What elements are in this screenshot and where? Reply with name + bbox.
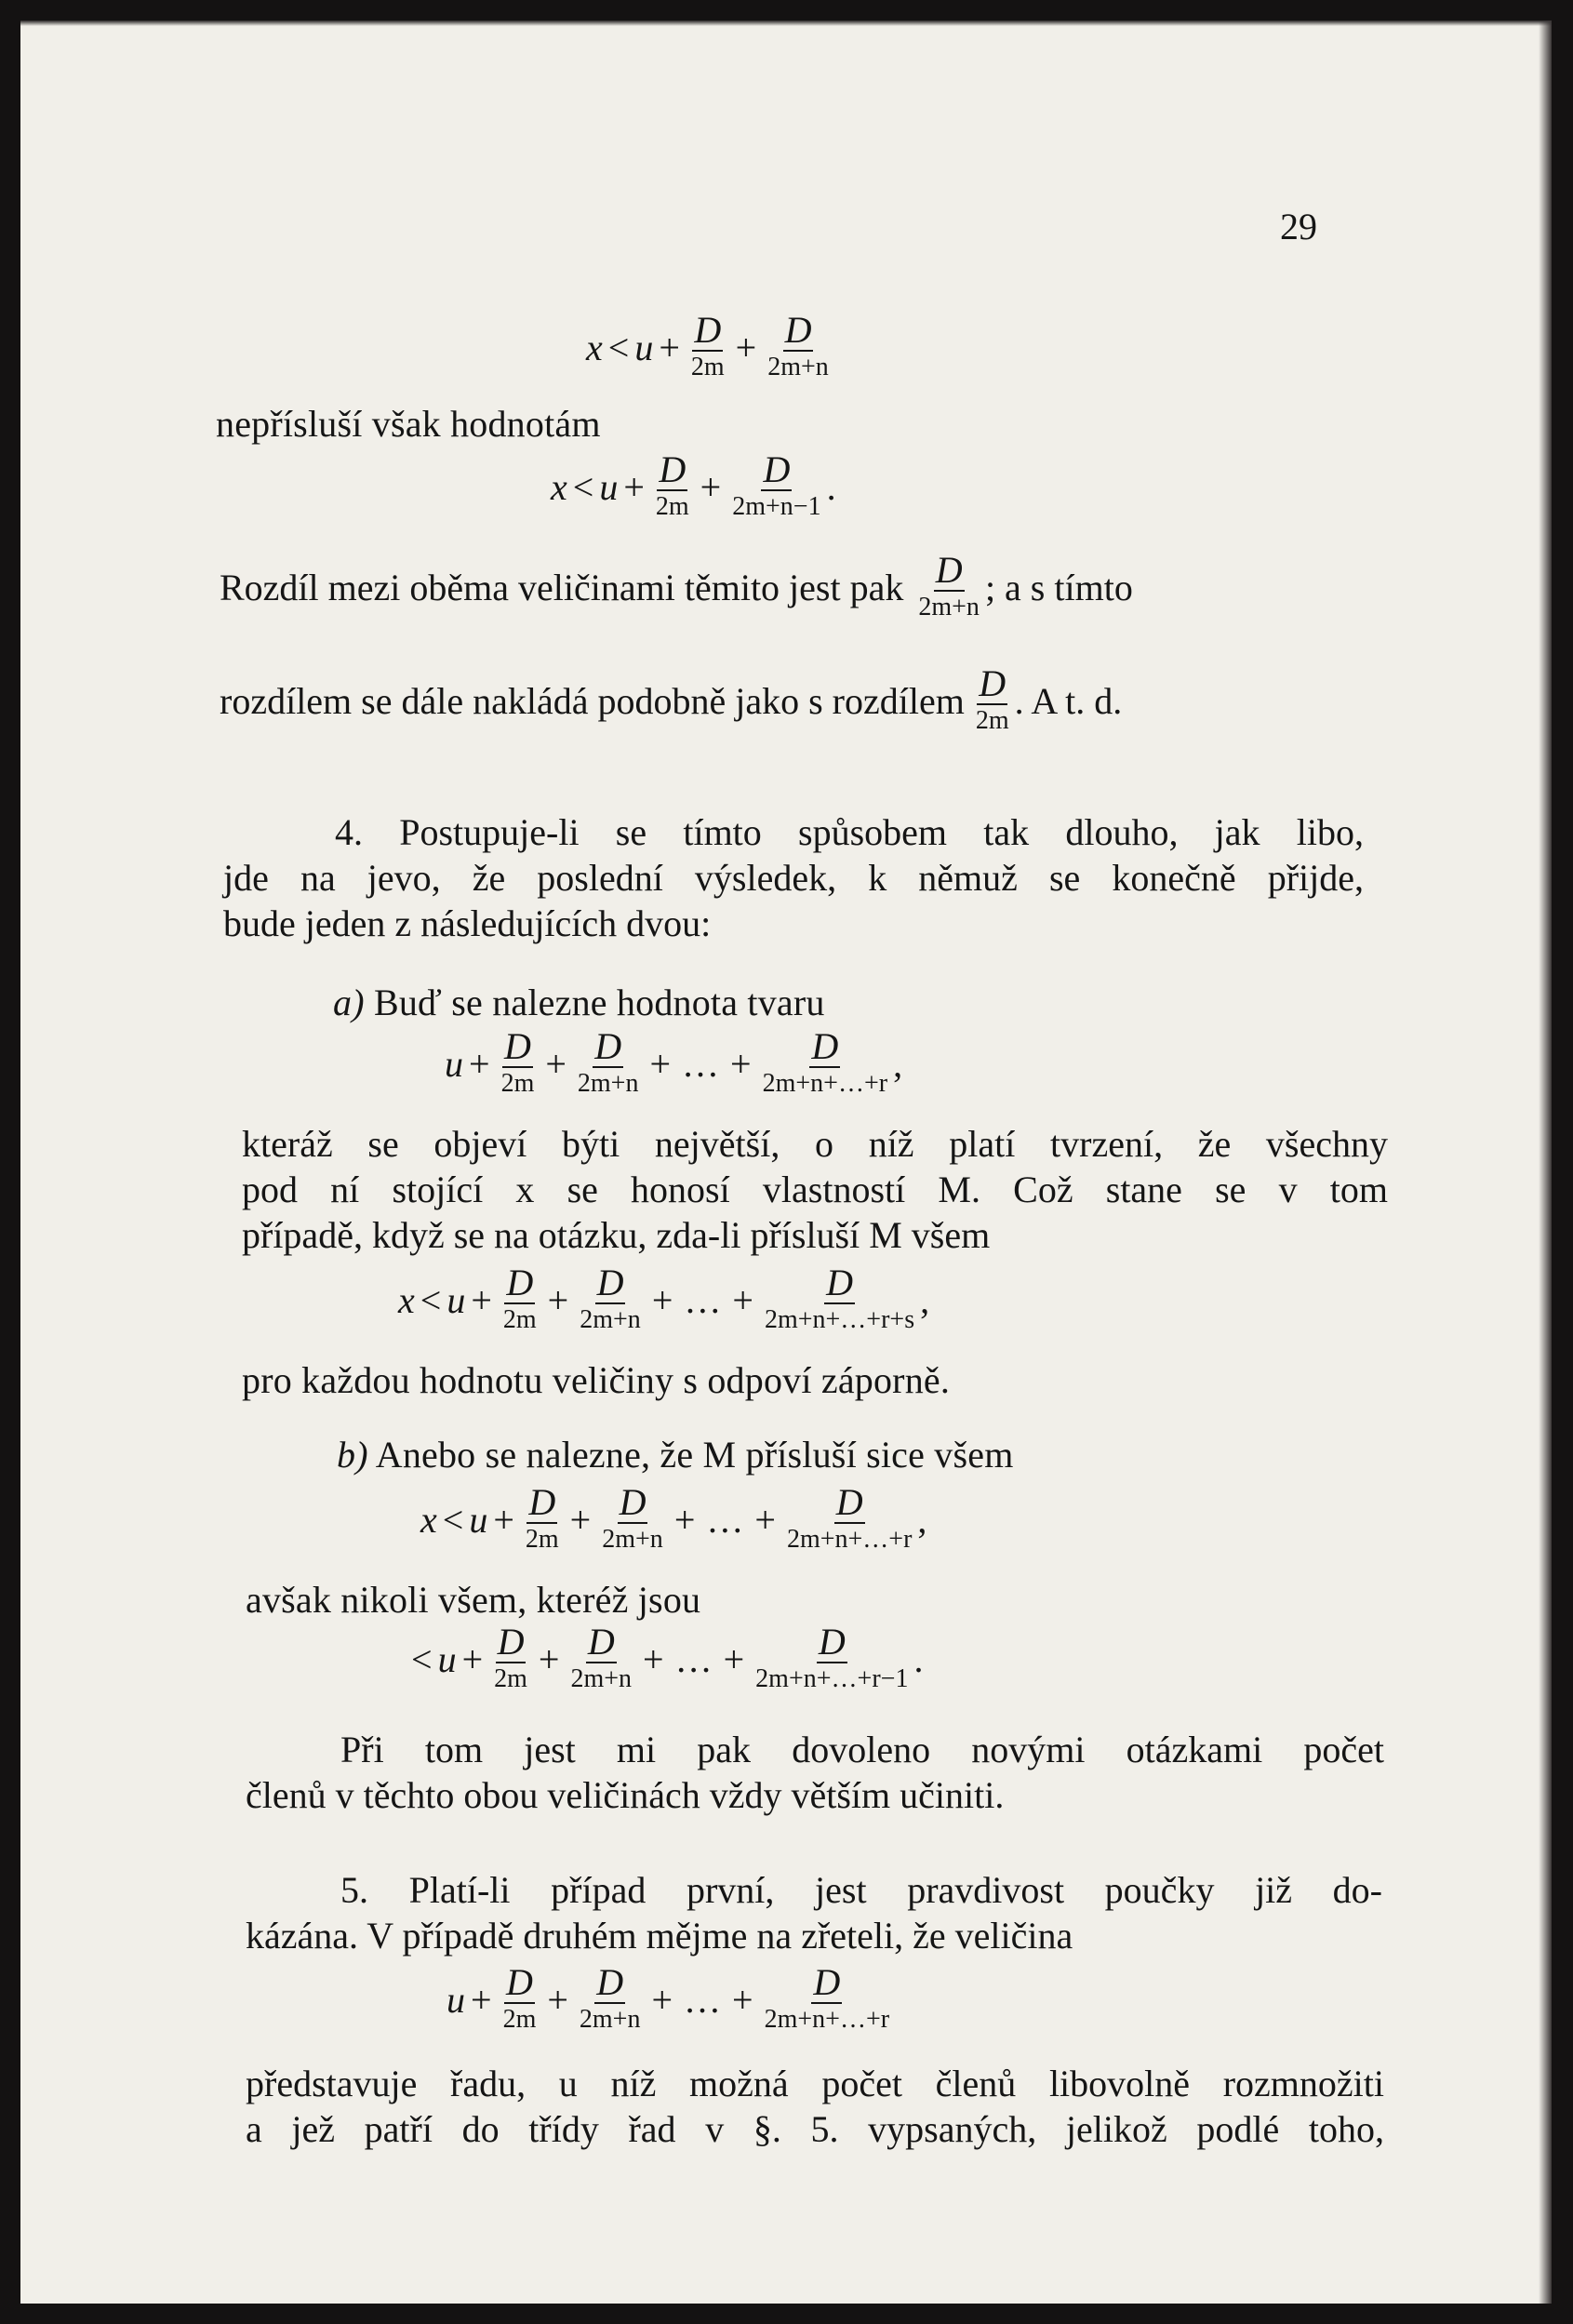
- fraction: $\frac{D}{2m+n+\dots+r-1}$: [755, 1621, 909, 1693]
- text: Anebo se nalezne, že M přísluší sice všem: [375, 1434, 1014, 1476]
- plus: +: [732, 1278, 753, 1321]
- plus: +: [461, 1637, 484, 1680]
- fraction: $\frac{D}{2m}$: [494, 1621, 527, 1693]
- less-than: <: [607, 326, 630, 368]
- case-label: b): [337, 1434, 368, 1476]
- text-line: 4. Postupuje-li se tímto spůsobem tak dlouho, jak libo,: [335, 811, 1364, 853]
- plus: +: [723, 1637, 745, 1680]
- variable-u: u: [447, 1278, 466, 1321]
- text-line: avšak nikoli všem, kteréž jsou: [246, 1579, 701, 1621]
- ellipsis: …: [684, 1278, 722, 1321]
- plus: +: [643, 1637, 664, 1680]
- book-page: [20, 20, 1552, 2304]
- plus: +: [545, 1042, 567, 1085]
- plus: +: [732, 1978, 753, 2021]
- variable-u: u: [469, 1498, 488, 1541]
- plus: +: [538, 1637, 560, 1680]
- fraction: $\frac{D}{2m+n+\dots+r}$: [786, 1481, 913, 1554]
- fraction: $\frac{D}{2m+n}$: [580, 1262, 641, 1334]
- variable-u: u: [437, 1637, 457, 1680]
- text-line: bude jeden z následujících dvou:: [223, 902, 712, 944]
- fraction: $\frac{D}{2m+n}$: [577, 1025, 639, 1098]
- page-number: 29: [1280, 206, 1317, 247]
- less-than: <: [420, 1278, 442, 1321]
- rozdil-line-1: [220, 551, 1133, 623]
- text-line: a jež patří do třídy řad v §. 5. vypsaných, jelikož podlé toho,: [246, 2108, 1384, 2150]
- fraction: $\frac{D}{2m+n+\dots+r}$: [762, 1025, 888, 1098]
- text: Buď se nalezne hodnota tvaru: [373, 982, 825, 1023]
- text-line: Při tom jest mi pak dovoleno novými otázkami počet: [340, 1729, 1384, 1770]
- text-line: kázána. V případě druhém mějme na zřeteli, že veličina: [246, 1915, 1073, 1957]
- plus: +: [673, 1498, 696, 1541]
- fraction: $\frac{D}{2m+n+\dots+r+s}$: [764, 1262, 915, 1334]
- plus: +: [730, 1042, 752, 1085]
- punctuation: ,: [920, 1278, 930, 1321]
- paragraph-pri: [246, 1727, 1384, 1818]
- plus: +: [659, 326, 680, 368]
- plus: +: [569, 1498, 592, 1541]
- fraction: $\frac{D}{2m+n-1}$: [732, 448, 821, 521]
- fraction: $\frac{D}{2m}$: [500, 1025, 535, 1098]
- fraction: $\frac{D}{2m}$: [525, 1481, 559, 1554]
- text-line: případě, když se na otázku, zda-li přísluší M všem: [242, 1214, 991, 1256]
- variable-x: x: [420, 1498, 437, 1541]
- fraction: $\frac{D}{2m+n+\dots+r}$: [764, 1961, 890, 2034]
- plus: +: [651, 1278, 673, 1321]
- plus: +: [623, 465, 645, 508]
- case-label: a): [333, 982, 365, 1023]
- text: Rozdíl mezi oběma veličinami těmito jest pak: [220, 566, 904, 608]
- formula-3: [445, 1027, 902, 1100]
- punctuation: .: [826, 465, 836, 508]
- fraction: $\frac{D}{2m+n}$: [579, 1961, 641, 2034]
- variable-x: x: [586, 326, 603, 368]
- fraction: $\frac{D}{2m+n}$: [918, 549, 980, 621]
- text-line: jde na jevo, že poslední výsledek, k němuž se konečně přijde,: [223, 857, 1364, 899]
- paragraph-last: [246, 2061, 1384, 2152]
- plus: +: [754, 1498, 776, 1541]
- text: ; a s tímto: [984, 566, 1133, 608]
- fraction: $\frac{D}{2m}$: [502, 1961, 537, 2034]
- text-line: pro každou hodnotu veličiny s odpoví záporně.: [242, 1359, 951, 1401]
- variable-x: x: [398, 1278, 415, 1321]
- ellipsis: …: [674, 1637, 713, 1680]
- plus: +: [547, 1278, 569, 1321]
- formula-2: [551, 450, 836, 523]
- ellipsis: …: [684, 1978, 722, 2021]
- plus: +: [700, 465, 722, 508]
- ellipsis: …: [682, 1042, 720, 1085]
- less-than: <: [411, 1637, 433, 1680]
- case-a-line: [333, 981, 825, 1024]
- formula-6: [406, 1623, 923, 1695]
- plus: +: [651, 1978, 673, 2021]
- formula-5: [420, 1483, 926, 1556]
- fraction: $\frac{D}{2m}$: [975, 662, 1009, 735]
- paragraph-a: [242, 1121, 1388, 1258]
- variable-u: u: [447, 1978, 465, 2021]
- fraction: $\frac{D}{2m}$: [690, 309, 725, 381]
- plus: +: [493, 1498, 514, 1541]
- text: . A t. d.: [1014, 679, 1123, 722]
- formula-7: [447, 1963, 895, 2036]
- paragraph-4: [223, 809, 1364, 946]
- punctuation: ,: [917, 1498, 927, 1541]
- fraction: $\frac{D}{2m+n}$: [570, 1621, 633, 1693]
- formula-4: [398, 1263, 929, 1336]
- text: rozdílem se dále nakládá podobně jako s rozdílem: [220, 679, 965, 722]
- punctuation: ,: [893, 1042, 903, 1085]
- variable-x: x: [551, 465, 567, 508]
- plus: +: [469, 1042, 490, 1085]
- text-line: 5. Platí-li případ první, jest pravdivost poučky již do-: [340, 1869, 1382, 1911]
- punctuation: .: [913, 1637, 924, 1680]
- scan-shadow-top: [20, 20, 1552, 26]
- text-line: pod ní stojící x se honosí vlastností M. Což stane se v tom: [242, 1169, 1388, 1210]
- text-line: členů v těchto obou veličinách vždy větším učiniti.: [246, 1774, 1005, 1816]
- plus: +: [649, 1042, 672, 1085]
- plus: +: [735, 326, 757, 368]
- fraction: $\frac{D}{2m}$: [502, 1262, 537, 1334]
- case-b-line: [337, 1433, 1014, 1476]
- text-line: kteráž se objeví býti největší, o níž platí tvrzení, že všechny: [242, 1123, 1388, 1165]
- less-than: <: [442, 1498, 464, 1541]
- fraction: $\frac{D}{2m+n}$: [767, 309, 829, 381]
- plus: +: [471, 1278, 492, 1321]
- variable-u: u: [634, 326, 654, 368]
- fraction: $\frac{D}{2m+n}$: [602, 1481, 663, 1554]
- ellipsis: …: [706, 1498, 744, 1541]
- variable-u: u: [445, 1042, 463, 1085]
- text-line: nepřísluší však hodnotám: [216, 403, 601, 445]
- less-than: <: [572, 465, 594, 508]
- plus: +: [471, 1978, 492, 2021]
- scan-shadow-right: [1539, 20, 1552, 2304]
- formula-1: [586, 311, 834, 383]
- rozdil-line-2: [220, 664, 1122, 737]
- variable-u: u: [599, 465, 619, 508]
- text-line: představuje řadu, u níž možná počet členů libovolně rozmnožiti: [246, 2063, 1384, 2104]
- plus: +: [547, 1978, 568, 2021]
- paragraph-5: [246, 1867, 1382, 1958]
- fraction: $\frac{D}{2m}$: [655, 448, 689, 521]
